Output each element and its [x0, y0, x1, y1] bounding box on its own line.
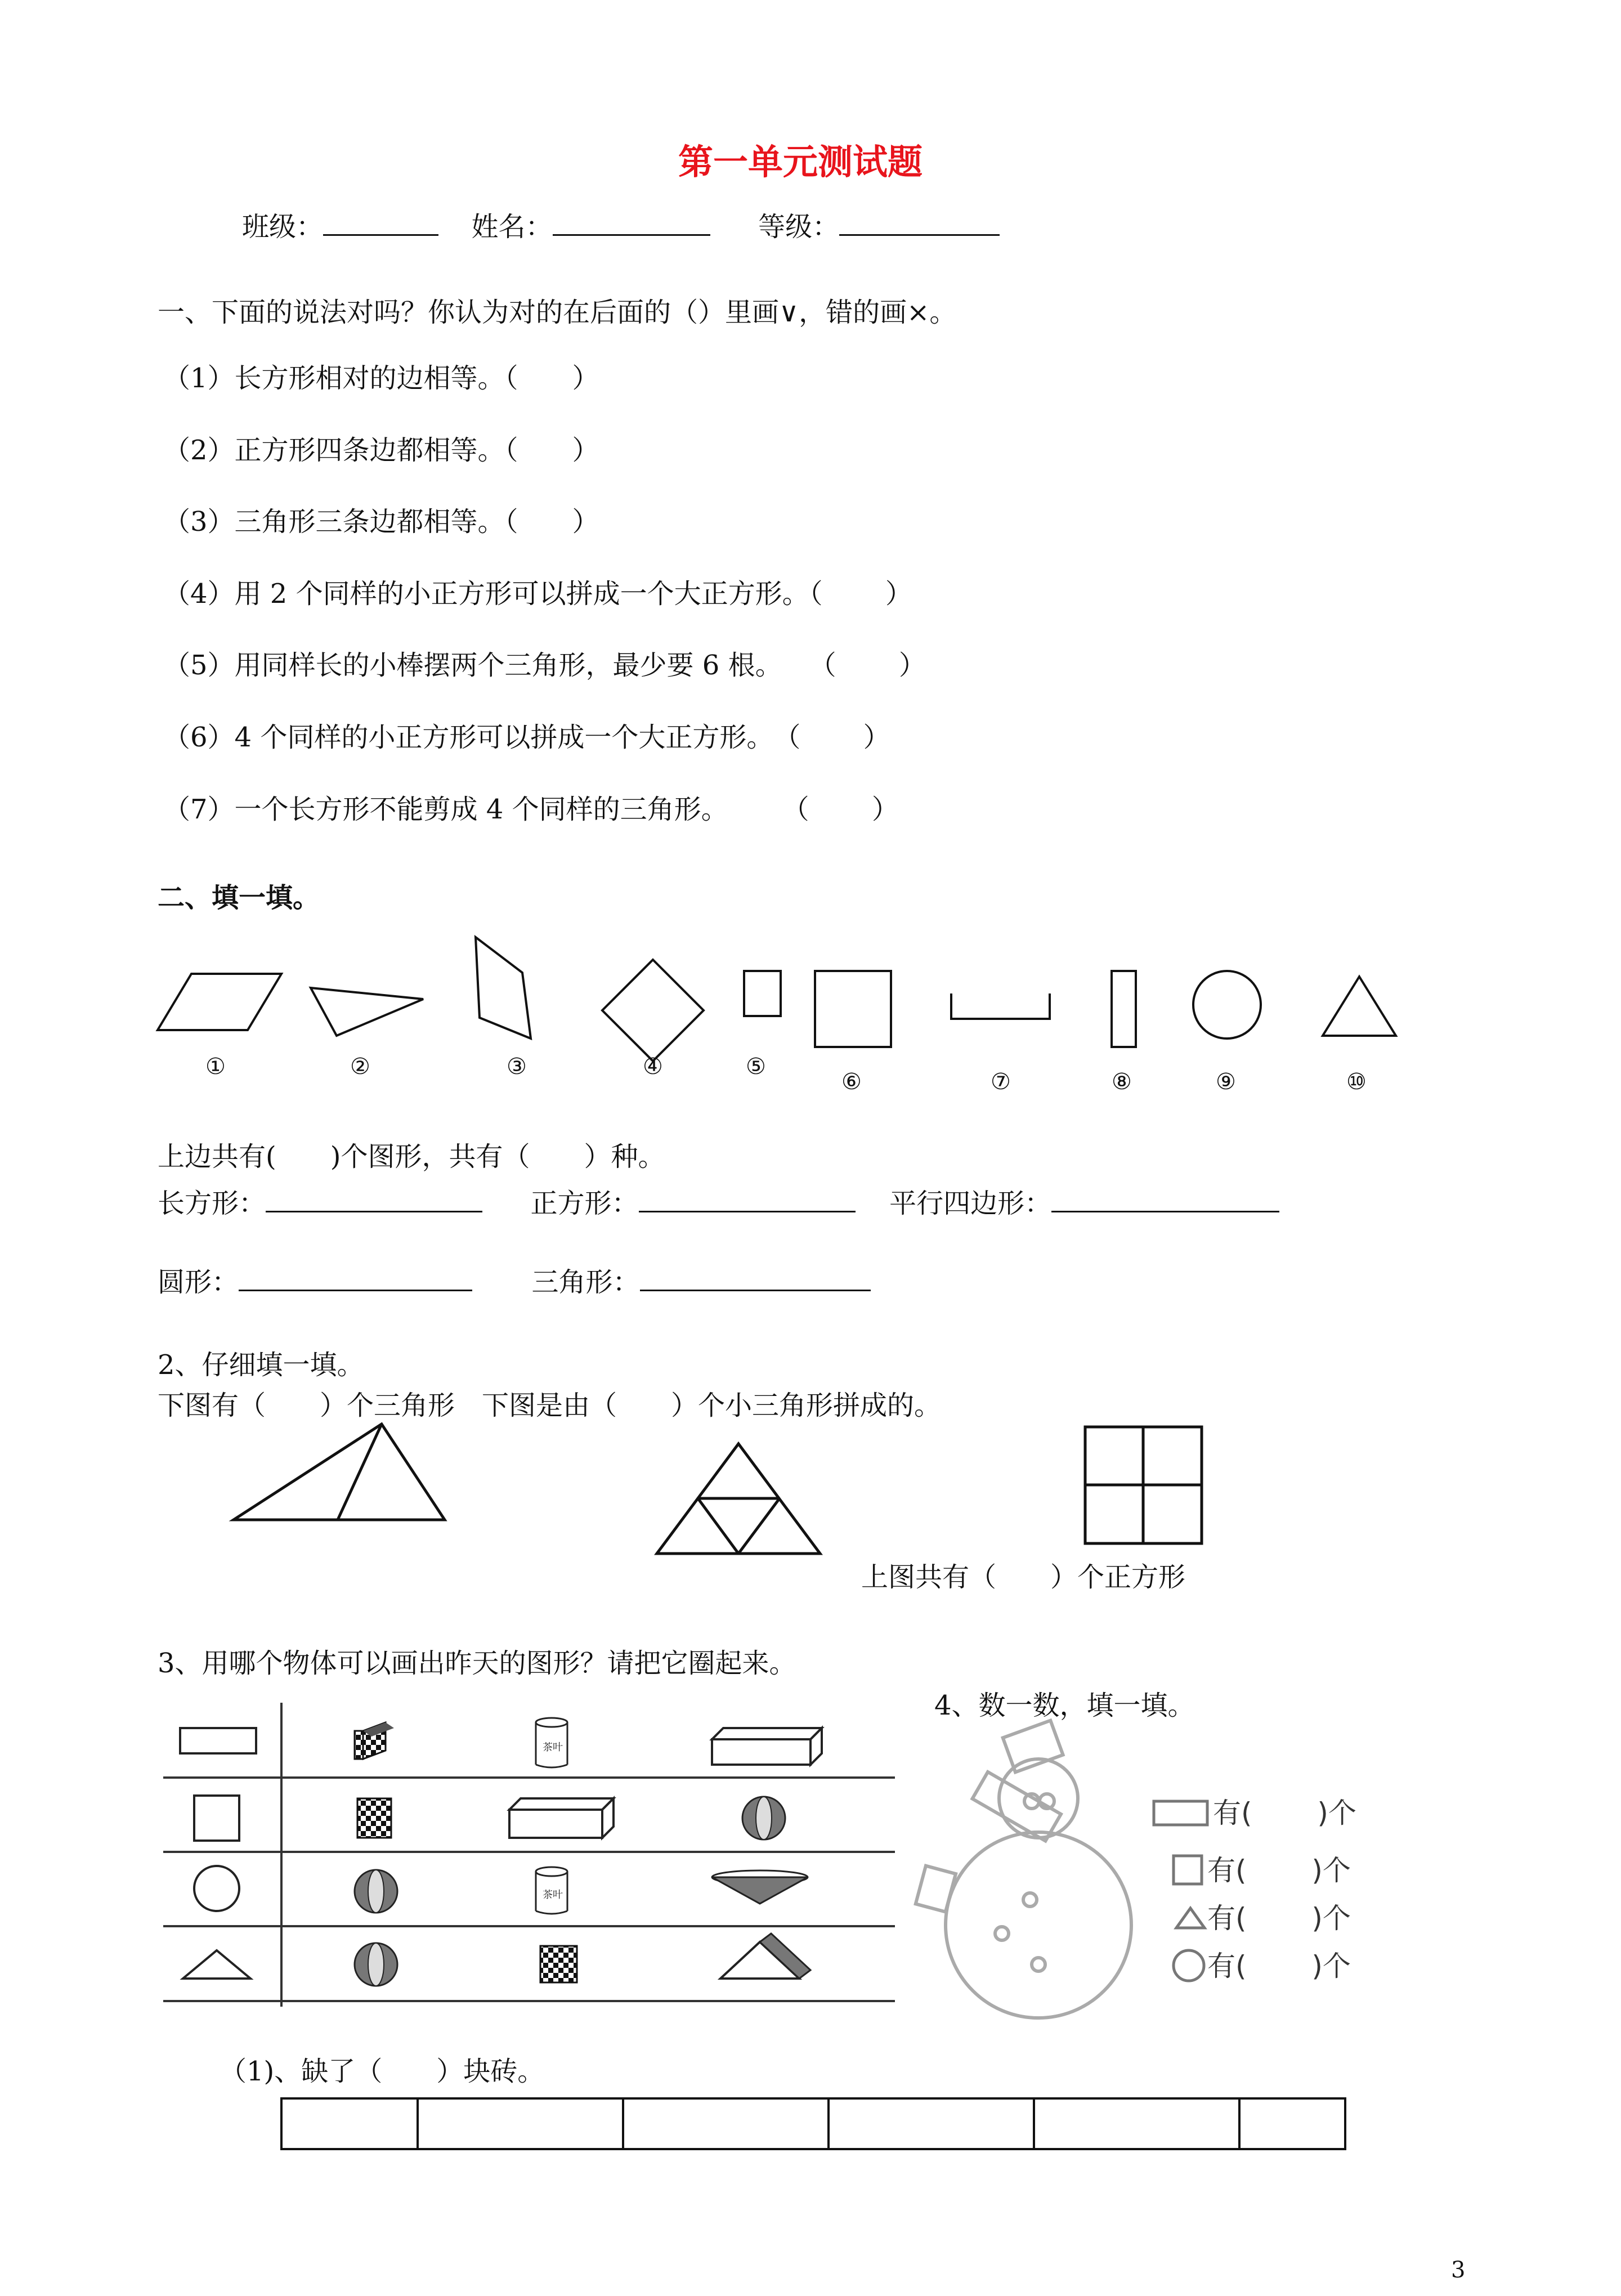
- square-grid-figure: [1085, 1427, 1202, 1543]
- page-number: 3: [1451, 2257, 1466, 2283]
- statement-item: （4）用 2 个同样的小正方形可以拼成一个大正方形。（ ）: [163, 578, 912, 610]
- name-field[interactable]: [553, 208, 710, 236]
- shapes-row: [0, 923, 1621, 1103]
- snowman-hat: [1003, 1721, 1063, 1773]
- shape-type-line: [158, 1185, 1279, 1220]
- snowman-figure: [912, 1717, 1418, 2032]
- rectangle-open-shape: [951, 993, 1050, 1019]
- shape-number: ⑤: [746, 1054, 766, 1080]
- square-shape: [815, 971, 891, 1047]
- square-field[interactable]: [639, 1185, 856, 1212]
- svg-text:茶叶: 茶叶: [543, 1742, 563, 1753]
- shape-number: ②: [350, 1054, 370, 1080]
- shape-number: ①: [205, 1054, 226, 1080]
- shape-number: ⑨: [1216, 1069, 1236, 1095]
- parallelogram-label: 平行四边形：: [889, 1188, 1052, 1219]
- triangle-figure: [234, 1424, 445, 1520]
- section1-heading: 一、下面的说法对吗？你认为对的在后面的（）里画∨，错的画×。: [158, 297, 957, 328]
- triangle-puzzle-figure: [657, 1444, 820, 1554]
- rect-label: 长方形：: [158, 1188, 266, 1219]
- circle-outline: [194, 1866, 239, 1911]
- grade-field[interactable]: [839, 208, 1000, 236]
- tall-rectangle-shape: [1112, 971, 1136, 1047]
- square-outline: [194, 1796, 239, 1841]
- brick-row: [276, 2094, 1401, 2156]
- snowman-arm-base: [916, 1866, 956, 1912]
- count-row: 有( )个: [1207, 1854, 1351, 1887]
- count-row: 有( )个: [1213, 1797, 1356, 1829]
- rectangle-icon: [1154, 1801, 1207, 1825]
- rectangle-outline: [180, 1728, 256, 1753]
- ball-object: [355, 1943, 397, 1986]
- cube-object: [357, 1798, 391, 1838]
- class-label: 班级：: [242, 211, 324, 243]
- section2-heading: 二、填一填。: [158, 882, 320, 914]
- statement-item: （1）长方形相对的边相等。（ ）: [163, 362, 599, 394]
- quadrilateral-shape: [476, 937, 531, 1039]
- shape-number: ⑥: [841, 1069, 862, 1095]
- square-label: 正方形：: [530, 1188, 639, 1219]
- triangle-field[interactable]: [640, 1264, 871, 1291]
- rect-field[interactable]: [266, 1185, 482, 1212]
- statement-item: （3）三角形三条边都相等。（ ）: [163, 506, 599, 538]
- statement-item: （5）用同样长的小棒摆两个三角形，最少要 6 根。 （ ）: [163, 650, 926, 681]
- q2-figures: [0, 1424, 1621, 1570]
- shape-number: ⑧: [1112, 1069, 1132, 1095]
- q2-heading: 2、仔细填一填。: [158, 1349, 364, 1381]
- shape-number: ⑦: [991, 1069, 1011, 1095]
- square-count-line: 上图共有（ ）个正方形: [861, 1561, 1186, 1593]
- small-square-shape: [744, 971, 781, 1016]
- triangle-outline: [183, 1950, 250, 1979]
- svg-text:茶叶: 茶叶: [543, 1889, 563, 1901]
- diamond-shape: [602, 960, 704, 1061]
- circle-label: 圆形：: [158, 1266, 239, 1298]
- page-title: 第一单元测试题: [678, 141, 923, 182]
- info-line: [242, 208, 1000, 244]
- prism-object: [720, 1934, 811, 1979]
- shape-number: ⑩: [1346, 1069, 1367, 1095]
- circle-icon: [1174, 1950, 1204, 1981]
- statement-item: （2）正方形四条边都相等。（ ）: [163, 435, 599, 466]
- circle-shape: [1193, 971, 1261, 1039]
- box-object: [712, 1728, 822, 1765]
- statement-item: （7）一个长方形不能剪成 4 个同样的三角形。 （ ）: [163, 794, 899, 825]
- shape-count-line: 上边共有( )个图形，共有（ ）种。: [158, 1141, 665, 1172]
- tea-can-object: [536, 1718, 567, 1767]
- q4-heading: 4、数一数，填一填。: [934, 1690, 1195, 1721]
- box-object: [509, 1798, 614, 1838]
- count-row: 有( )个: [1207, 1950, 1351, 1982]
- cube-object: [355, 1722, 394, 1759]
- ball-object: [742, 1797, 785, 1840]
- statement-item: （6）4 个同样的小正方形可以拼成一个大正方形。 （ ）: [163, 722, 890, 753]
- triangle-icon: [1176, 1908, 1204, 1928]
- triangle-label: 三角形：: [531, 1266, 640, 1298]
- object-table: [163, 1694, 917, 2009]
- cone-object: [712, 1870, 808, 1904]
- equilateral-triangle-shape: [1323, 977, 1396, 1036]
- q2-line: 下图有（ ）个三角形 下图是由（ ）个小三角形拼成的。: [158, 1390, 942, 1421]
- circle-field[interactable]: [239, 1264, 472, 1291]
- shape-number: ④: [643, 1054, 663, 1080]
- q3-heading: 3、用哪个物体可以画出昨天的图形？请把它圈起来。: [158, 1648, 796, 1679]
- cube-object: [540, 1946, 577, 1982]
- grade-label: 等级：: [758, 211, 840, 243]
- shape-type-line: [158, 1264, 871, 1299]
- square-icon: [1174, 1856, 1202, 1884]
- tea-can-object: [536, 1867, 567, 1914]
- snowman-body: [946, 1832, 1131, 2018]
- shape-number: ③: [507, 1054, 527, 1080]
- count-row: 有( )个: [1207, 1902, 1351, 1935]
- parallelogram-field[interactable]: [1051, 1185, 1279, 1212]
- parallelogram-shape: [158, 974, 281, 1030]
- triangle-shape: [311, 988, 423, 1036]
- name-label: 姓名：: [471, 211, 553, 243]
- ball-object: [355, 1870, 397, 1913]
- brick-question: （1)、缺了（ ）块砖。: [220, 2056, 545, 2087]
- class-field[interactable]: [323, 208, 438, 236]
